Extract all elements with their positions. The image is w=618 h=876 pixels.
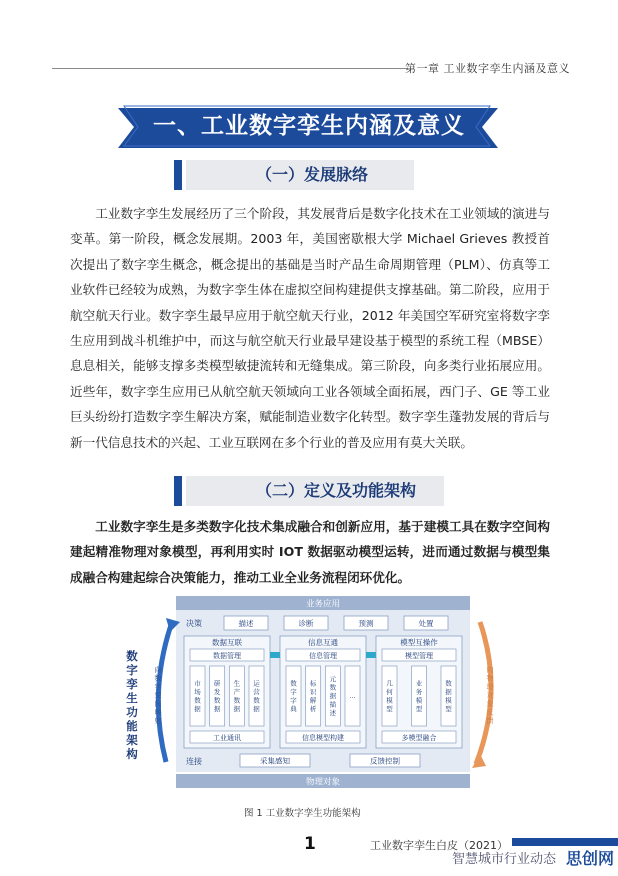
column-bottom: 信息模型构建 [302,734,344,742]
section-heading-2 [174,476,444,506]
column-sub: 数据管理 [213,652,241,660]
side-title: 数字孪生功能架构 [126,649,138,761]
column-sub: 模型管理 [405,652,433,660]
section-heading-1 [174,160,414,190]
decision-item-label: 预测 [358,619,374,628]
column-sub: 信息管理 [309,652,337,660]
column-cell-label: 几何模型 [386,679,393,713]
capability-column [376,636,462,748]
column-bottom: 工业通讯 [213,734,241,742]
chapter-header: 第一章 工业数字孪生内涵及意义 [405,62,570,75]
decision-item-label: 处置 [418,619,434,628]
column-cell-label: 市场数据 [194,679,201,713]
column-cell-label: 业务模型 [415,679,423,713]
watermark-logo: 思创网 [566,849,615,868]
section-marker [174,476,182,506]
watermark-text: 智慧城市行业动态 [452,852,557,867]
column-head: 信息互通 [308,638,338,647]
banner-title: 一、工业数字孪生内涵及意义 [153,113,465,139]
figure-caption: 图 1 工业数字孪生功能架构 [244,808,361,819]
footer-title: 工业数字孪生白皮（2021） [370,839,508,852]
connect-item-label: 采集感知 [260,756,290,766]
paragraph-definition-text: 工业数字孪生是多类数字化技术集成融合和创新应用，基于建模工具在数字空间构建起精准物理对象模型，再利用实时 IOT 数据驱动模型运转，进而通过数据与模型集成融合构建起综合决策能力，推动工业全业务流程闭环优化。 [70,519,550,585]
capability-columns [184,636,462,748]
architecture-svg [120,592,500,792]
column-bottom: 多模型融合 [401,734,437,742]
column-cell-label: 生产数据 [233,679,241,713]
column-cell-label: 元数据描述 [329,675,337,717]
connect-item-label: 反馈控制 [370,756,400,766]
decision-label: 决策 [186,619,202,628]
physical-band-label: 物理对象 [305,777,341,788]
section-title-1: （一）发展脉络 [256,165,369,184]
paragraph-history-text: 工业数字孪生发展经历了三个阶段，其发展背后是数字化技术在工业领域的演进与变革。第一阶段，概念发展期。2003 年，美国密歇根大学 Michael Grieves 教授首次提出了数字孪生概念，概念提出的基础是当时产品生命周期管理（PLM）、仿真等工业软件已经较为成熟，为数字孪生体在虚拟空间构建提供支撑基础。第二阶段，应用于航空航天行业。数字孪生最早应用于航空航天行业，2012 年美国空军研究室将数字孪生应用到战斗机维护中，而这与航空航天行业最早建设基于模型的系统工程（MBSE）息息相关，能够支撑多类模型敏捷流转和无缝集成。第三阶段，向多类行业拓展应用。近些年，数字孪生应用已从航空航天领域向工业各领域全面拓展，西门子、GE 等工业巨头纷纷打造数字孪生解决方案，赋能制造业数字化转型。数字孪生蓬勃发展的背后与新一代信息技术的兴起、工业互联网在多个行业的普及应用有莫大关联。 [70,206,550,450]
decision-item-label: 诊断 [298,619,314,628]
decision-item-label: 描述 [238,619,254,628]
page-number: 1 [304,834,316,854]
capability-column [280,636,366,748]
column-cell-label: … [349,692,356,700]
column-connector [270,652,280,658]
feedback-arrow-head [472,754,486,768]
map-arrow-label: 向数字空间映射 [154,666,162,725]
section-title-2: （二）定义及功能架构 [256,481,417,500]
business-band-label: 业务应用 [305,599,341,610]
capability-column [184,636,270,748]
feedback-arrow-label: 向物理对象反馈 [486,666,494,725]
column-head: 数据互联 [212,638,242,647]
chapter-banner [118,104,500,150]
column-cell-label: 运营数据 [253,679,260,713]
header-rule [52,68,407,69]
column-head: 模型互操作 [400,638,438,647]
column-cell-label: 研发数据 [213,679,221,713]
column-connector [366,652,376,658]
connect-label: 连接 [186,757,202,766]
paragraph-definition [70,514,550,590]
footer-bar [512,838,618,846]
paragraph-history [70,201,550,455]
section-marker [174,160,182,190]
column-cell-label: 数字字典 [290,679,297,713]
column-cell-label: 标识解析 [309,679,317,713]
architecture-diagram [120,592,500,792]
column-cell-label: 数据模型 [445,679,452,713]
